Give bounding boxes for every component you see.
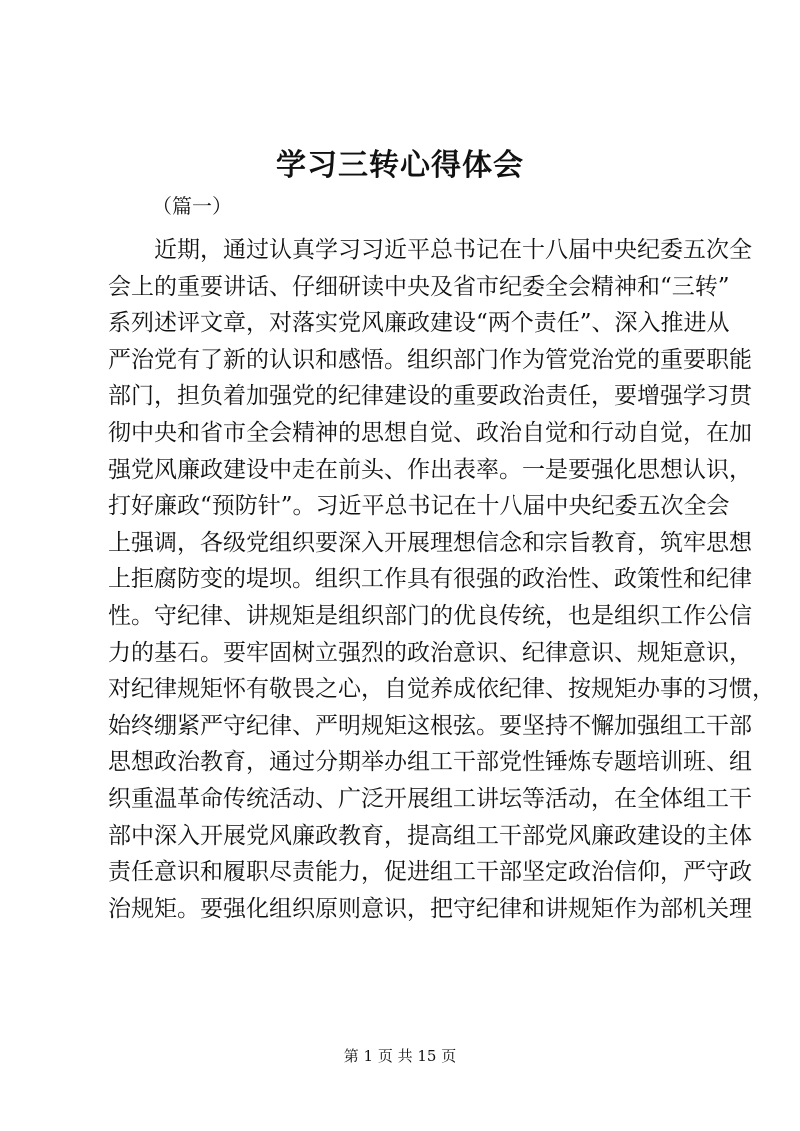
page-footer: 第 1 页 共 15 页 (343, 1047, 457, 1065)
text-line: 始终绷紧严守纪律、严明规矩这根弦。要坚持不懈加强组工干部 (108, 712, 752, 739)
text-line: 强党风廉政建设中走在前头、作出表率。一是要强化思想认识， (108, 456, 752, 483)
text-line: 打好廉政“预防针”。习近平总书记在十八届中央纪委五次全会 (108, 493, 730, 520)
text-line: 织重温革命传统活动、广泛开展组工讲坛等活动，在全体组工干 (108, 785, 752, 812)
text-line: 严治党有了新的认识和感悟。组织部门作为管党治党的重要职能 (108, 346, 752, 373)
text-line: 力的基石。要牢固树立强烈的政治意识、纪律意识、规矩意识， (108, 639, 752, 666)
text-line: 治规矩。要强化组织原则意识，把守纪律和讲规矩作为部机关理 (108, 895, 752, 922)
text-line: 性。守纪律、讲规矩是组织部门的优良传统，也是组织工作公信 (108, 602, 752, 629)
document-title: 学习三转心得体会 (276, 148, 524, 183)
text-line: 对纪律规矩怀有敬畏之心，自觉养成依纪律、按规矩办事的习惯， (108, 676, 775, 703)
section-label: （篇一） (152, 194, 232, 218)
body-paragraph (108, 232, 775, 927)
text-line: 上强调，各级党组织要深入开展理想信念和宗旨教育，筑牢思想 (108, 529, 752, 556)
text-line: 责任意识和履职尽责能力，促进组工干部坚定政治信仰，严守政 (108, 859, 752, 886)
text-line: 部中深入开展党风廉政教育，提高组工干部党风廉政建设的主体 (108, 822, 752, 849)
text-line: 思想政治教育，通过分期举办组工干部党性锤炼专题培训班、组 (108, 749, 752, 776)
text-line: 彻中央和省市全会精神的思想自觉、政治自觉和行动自觉，在加 (108, 419, 752, 446)
text-line: 会上的重要讲话、仔细研读中央及省市纪委全会精神和“三转” (108, 273, 730, 300)
text-line: 系列述评文章，对落实党风廉政建设“两个责任”、深入推进从 (108, 310, 730, 337)
text-line: 上拒腐防变的堤坝。组织工作具有很强的政治性、政策性和纪律 (108, 566, 752, 593)
text-line: 近期，通过认真学习习近平总书记在十八届中央纪委五次全 (154, 237, 752, 263)
text-line: 部门，担负着加强党的纪律建设的重要政治责任，要增强学习贯 (108, 383, 752, 410)
